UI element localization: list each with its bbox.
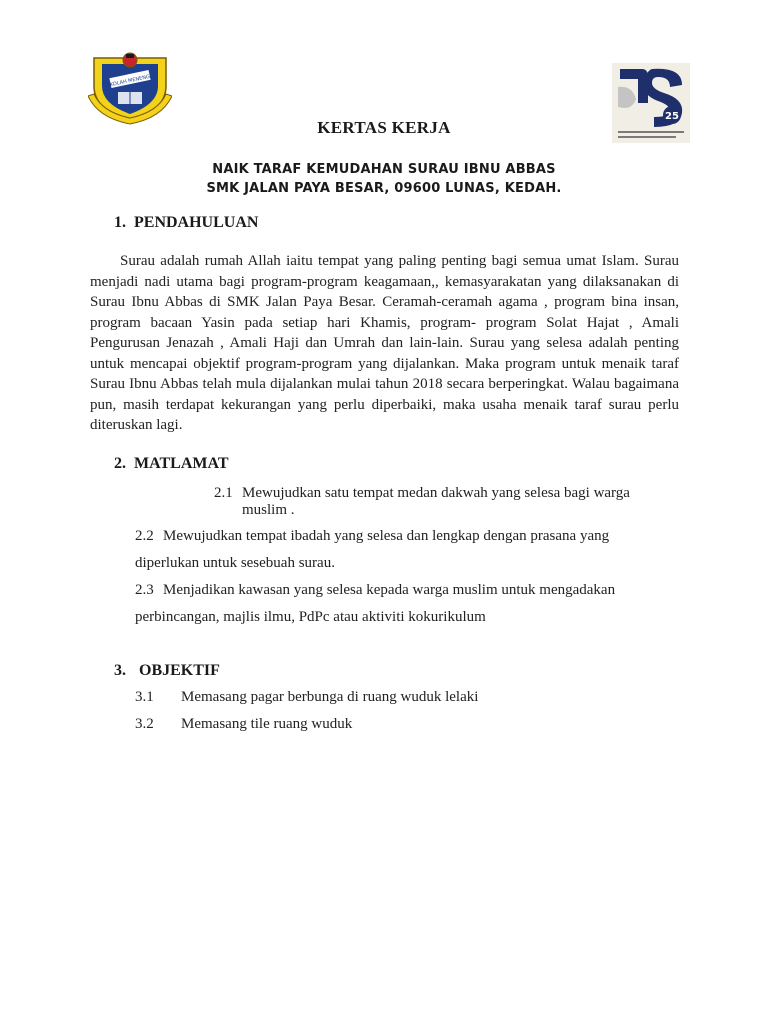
section-1-title: PENDAHULUAN — [134, 214, 259, 231]
list-item-2-2 — [135, 527, 609, 545]
list-item-2-1 — [214, 484, 630, 502]
item-text: Memasang pagar berbunga di ruang wuduk lelaki — [181, 689, 479, 705]
section-1-number: 1. — [114, 214, 126, 231]
subtitle-line-2: SMK JALAN PAYA BESAR, 09600 LUNAS, KEDAH. — [206, 181, 562, 196]
item-number: 3.2 — [135, 716, 154, 732]
item-text-line1: Mewujudkan satu tempat medan dakwah yang selesa bagi warga — [242, 485, 630, 501]
subtitle-line-1: NAIK TARAF KEMUDAHAN SURAU IBNU ABBAS — [212, 162, 556, 177]
section-3-heading — [114, 662, 220, 680]
list-item-2-3-cont — [135, 608, 486, 626]
list-item-2-2-cont — [135, 554, 335, 572]
item-text-line1: Mewujudkan tempat ibadah yang selesa dan lengkap dengan prasana yang — [163, 528, 610, 544]
school-crest-logo — [88, 52, 172, 126]
section-3-number: 3. — [114, 662, 126, 679]
item-number: 2.3 — [135, 582, 154, 598]
section-2-title: MATLAMAT — [134, 455, 229, 472]
section-3-title: OBJEKTIF — [139, 662, 220, 679]
section-2-number: 2. — [114, 455, 126, 472]
badge-number: 25 — [665, 111, 679, 122]
item-text-line2: diperlukan untuk sesebuah surau. — [135, 555, 335, 571]
section-1-paragraph — [90, 251, 679, 436]
list-item-2-3 — [135, 581, 615, 599]
crest-banner-text: SEKOLAH MENENGAH — [103, 72, 158, 90]
item-number: 3.1 — [135, 689, 154, 705]
item-text-line2: muslim . — [242, 502, 295, 518]
list-item-3-2 — [135, 716, 352, 733]
section-2-heading — [114, 455, 229, 473]
section-1-heading — [114, 214, 258, 232]
section-1-paragraph-text: Surau adalah rumah Allah iaitu tempat yang paling penting bagi semua umat Islam. Surau menjadi nadi utama bagi program-program keagamaan,, kemasyarakatan yang dilaksanakan di Surau Ibnu Abbas di SMK Jalan Paya Besar. Ceramah-ceramah agama , program bina insan, program bacaan Yasin pada setiap hari Khamis, program- program Solat Hajat , Amali Pengurusan Jenazah , Amali Haji dan Umrah dan lain-lain. Surau yang selesa adalah penting untuk mencapai objektif program-program yang dijalankan. Maka program untuk menaik taraf Surau Ibnu Abbas telah mula dijalankan mulai tahun 2018 secara berperingkat. Walau bagaimana pun, masih terdapat kekurangan yang perlu diperbaiki, maka usaha menaik taraf surau perlu diteruskan lagi. — [90, 253, 679, 433]
item-text-line1: Menjadikan kawasan yang selesa kepada warga muslim untuk mengadakan — [163, 582, 616, 598]
item-text: Memasang tile ruang wuduk — [181, 716, 353, 732]
item-number: 2.2 — [135, 528, 154, 544]
list-item-2-1-cont — [242, 501, 295, 519]
item-text-line2: perbincangan, majlis ilmu, PdPc atau aktiviti kokurikulum — [135, 609, 486, 625]
list-item-3-1 — [135, 689, 478, 706]
document-title: KERTAS KERJA — [317, 118, 451, 137]
item-number: 2.1 — [214, 485, 233, 501]
